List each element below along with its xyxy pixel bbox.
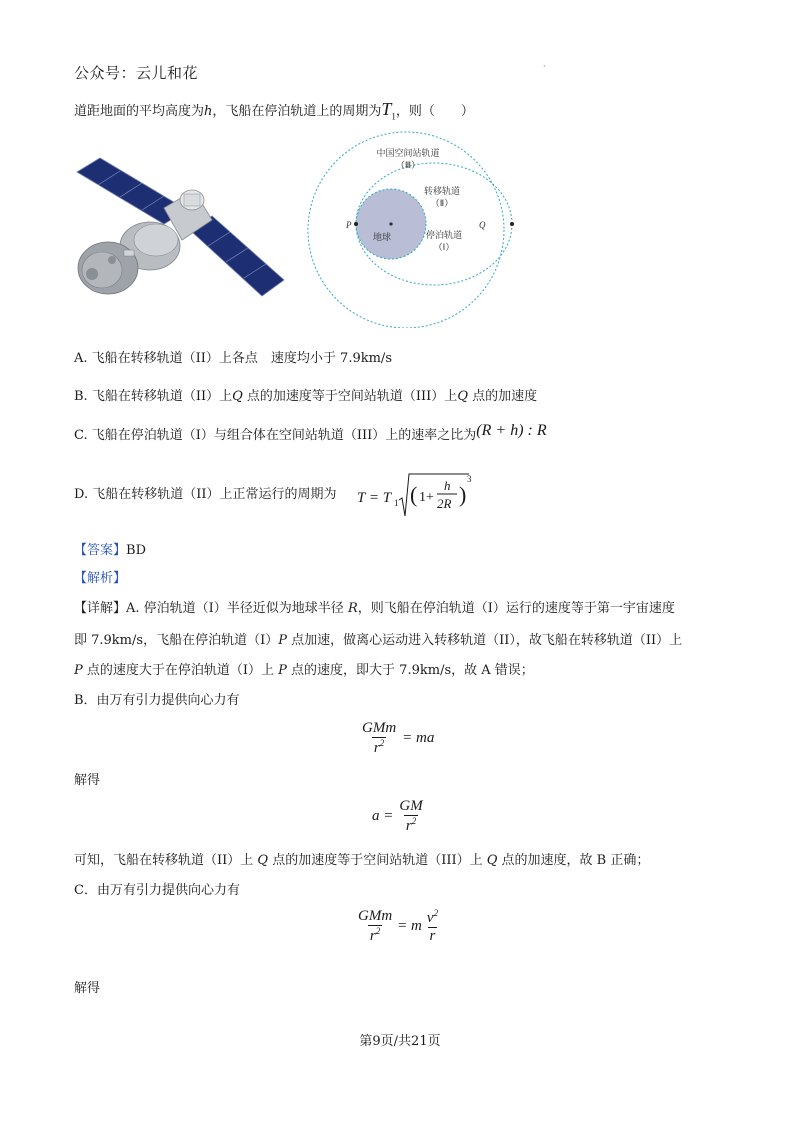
answer-label: 【答案】 (74, 543, 127, 558)
answer-line (74, 542, 146, 560)
option-D-formula-svg (357, 470, 477, 520)
stem-h: h (204, 104, 213, 119)
svg-text:): ) (459, 482, 467, 507)
point-P (354, 222, 358, 226)
spacecraft-image (72, 150, 286, 302)
point-Q (510, 222, 514, 226)
orbit-diagram (300, 128, 520, 328)
question-stem (74, 100, 474, 126)
D-T: T = T (357, 490, 392, 506)
detail-C-intro: C．由万有引力提供向心力有 (74, 883, 240, 898)
stem-mid: ，飞船在停泊轨道上的周期为 (212, 104, 382, 119)
option-B: B. 飞船在转移轨道（II）上Q 点的加速度等于空间站轨道（III）上Q 点的加速度 (74, 389, 538, 404)
D-sub: 1 (394, 498, 399, 508)
stem-prefix: 道距地面的平均高度为 (74, 104, 205, 119)
D-one: 1+ (419, 490, 434, 505)
corner-dot: · (543, 62, 546, 71)
option-D-formula (357, 470, 477, 518)
solve-2: 解得 (74, 981, 101, 996)
analysis-label: 【解析】 (74, 571, 127, 586)
detail-B-conclusion: 可知，飞船在转移轨道（II）上 Q 点的加速度等于空间站轨道（III）上 Q 点的加速度，故 B 正确； (74, 853, 650, 868)
lower-solar-panel (190, 216, 284, 296)
label-I-num: （Ⅰ） (433, 243, 455, 253)
D-exp: 3 (467, 474, 472, 484)
label-II-num: （Ⅱ） (430, 199, 454, 209)
answer-value: BD (126, 543, 146, 558)
detail-line-1: 【详解】A. 停泊轨道（I）半径近似为地球半径 R，则飞船在停泊轨道（I）运行的速度等于第一宇宙速度 (74, 601, 675, 616)
equation-3: $\frac{\text{GMm}}{r^2}$ = m $\frac{v^2}{r}$ (358, 908, 439, 944)
option-A: A. 飞船在转移轨道（II）上各点 速度均小于 7.9km/s (74, 351, 392, 366)
D-den: 2R (437, 496, 452, 511)
svg-text:(: ( (410, 482, 418, 507)
equation-2: a = $\frac{GM}{r^2}$ (372, 798, 423, 834)
option-C-formula: (R + h) : R (476, 422, 547, 439)
page-footer: 第9页/共21页 (359, 1034, 441, 1049)
label-Q: Q (479, 220, 486, 230)
detail-line-2: 即 7.9km/s，飞船在停泊轨道（I）P 点加速，做离心运动进入转移轨道（II），故飞船在转移轨道（II）上 (74, 633, 683, 648)
label-P: P (346, 220, 352, 230)
D-num: h (444, 478, 451, 493)
detail-line-3: P 点的速度大于在停泊轨道（I）上 P 点的速度，即大于 7.9km/s，故 A 错误； (74, 663, 534, 678)
label-III-num: （Ⅲ） (395, 161, 421, 171)
detail-B-intro: B．由万有引力提供向心力有 (74, 693, 240, 708)
label-II: 转移轨道 (423, 187, 461, 197)
label-I: 停泊轨道 (425, 231, 463, 241)
label-earth: 地球 (372, 233, 392, 243)
option-D: D. 飞船在转移轨道（II）上正常运行的周期为 (74, 487, 337, 502)
equation-1: $\frac{\text{GMm}}{r^2}$ = ma (362, 720, 435, 756)
stem-suffix: ，则（ ） (395, 104, 474, 119)
stem-T: $T_1$ (381, 99, 396, 122)
option-C: C. 飞船在停泊轨道（I）与组合体在空间站轨道（III）上的速率之比为(R + h) : R (74, 422, 547, 443)
solve-1: 解得 (74, 773, 101, 788)
source-header: 公众号：云儿和花 (74, 64, 199, 82)
label-III: 中国空间站轨道 (376, 149, 440, 159)
earth-center (389, 222, 392, 225)
